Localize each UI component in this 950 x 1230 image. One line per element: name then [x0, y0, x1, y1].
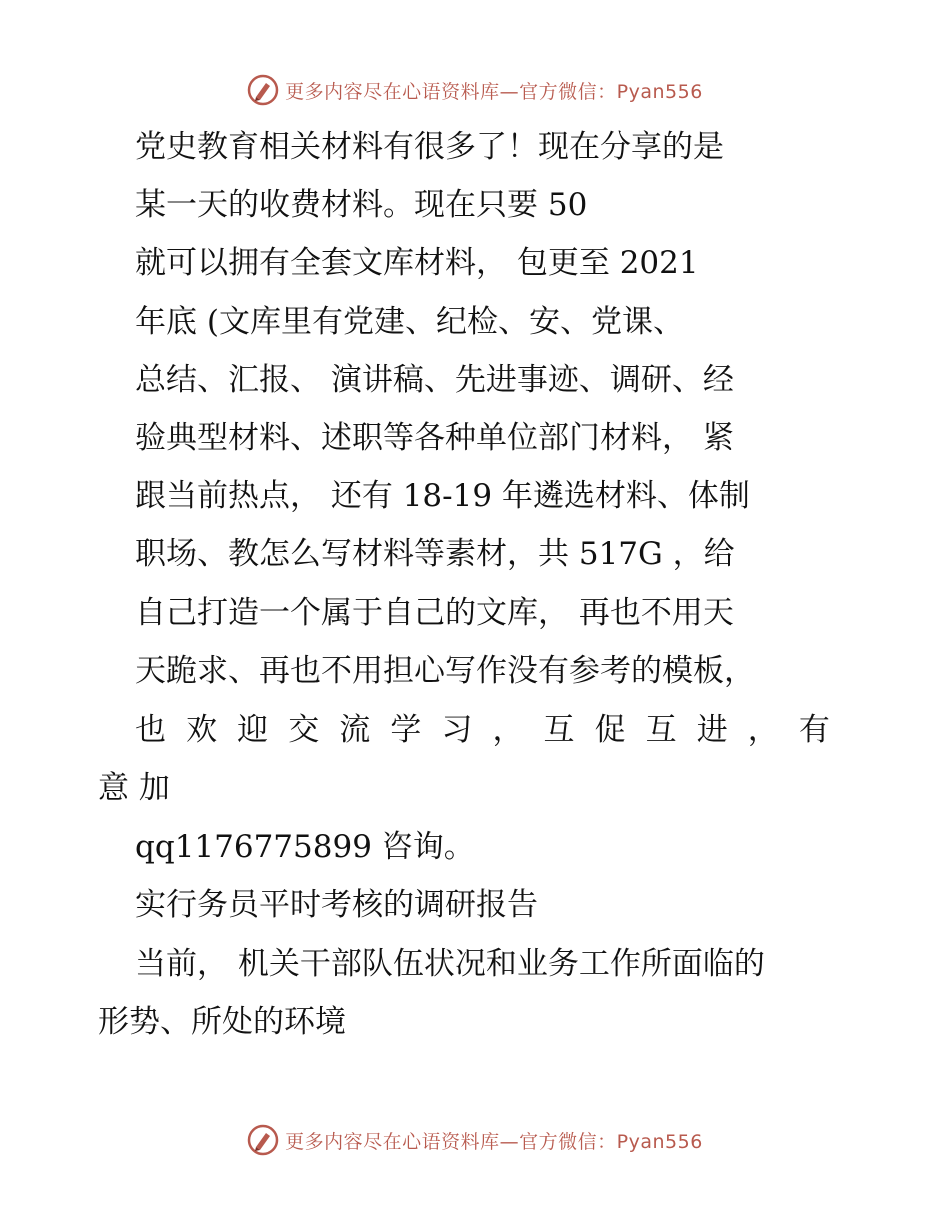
body-line: 就可以拥有全套文库材料， 包更至 2021 — [135, 245, 699, 281]
report-title: 实行务员平时考核的调研报告 — [135, 887, 538, 923]
justified-char: 进 — [696, 712, 728, 748]
body-line: 年底 (文库里有党建、纪检、安、党课、 — [135, 304, 684, 340]
footer-banner-text: 更多内容尽在心语资料库—官方微信：Pyan556 — [285, 1130, 703, 1153]
justified-line — [135, 710, 830, 750]
body-line: 形势、所处的环境 — [98, 1004, 346, 1040]
justified-char: 迎 — [237, 712, 269, 748]
justified-char: 流 — [339, 712, 371, 748]
body-line: 当前， 机关干部队伍状况和业务工作所面临的 — [135, 946, 765, 982]
body-line: 验典型材料、述职等各种单位部门材料， 紧 — [135, 420, 734, 456]
body-line: 意 加 — [98, 770, 170, 806]
justified-char: 交 — [288, 712, 320, 748]
body-line: 天跪求、再也不用担心写作没有参考的模板， — [135, 653, 755, 689]
body-line: 某一天的收费材料。现在只要 50 — [135, 187, 588, 223]
body-line: 党史教育相关材料有很多了！现在分享的是 — [135, 129, 724, 165]
justified-char: ， — [747, 712, 779, 748]
justified-char: 互 — [645, 712, 677, 748]
footer-banner — [0, 1120, 950, 1160]
justified-char: 也 — [135, 712, 166, 748]
justified-char: 互 — [543, 712, 575, 748]
body-line: 职场、教怎么写材料等素材，共 517G ，给 — [135, 536, 735, 572]
body-line: 总结、汇报、 演讲稿、先进事迹、调研、经 — [135, 362, 734, 398]
pen-logo-icon — [247, 1124, 279, 1156]
justified-char: ， — [492, 712, 524, 748]
qq-contact-line: qq1176775899 咨询。 — [135, 829, 475, 865]
justified-char: 促 — [594, 712, 626, 748]
body-line: 跟当前热点， 还有 18-19 年遴选材料、体制 — [135, 478, 750, 514]
justified-char: 有 — [798, 712, 830, 748]
justified-char: 习 — [441, 712, 473, 748]
justified-char: 欢 — [186, 712, 218, 748]
justified-char: 学 — [390, 712, 422, 748]
body-line: 自己打造一个属于自己的文库， 再也不用天 — [135, 595, 734, 631]
header-banner-text: 更多内容尽在心语资料库—官方微信：Pyan556 — [285, 80, 703, 103]
